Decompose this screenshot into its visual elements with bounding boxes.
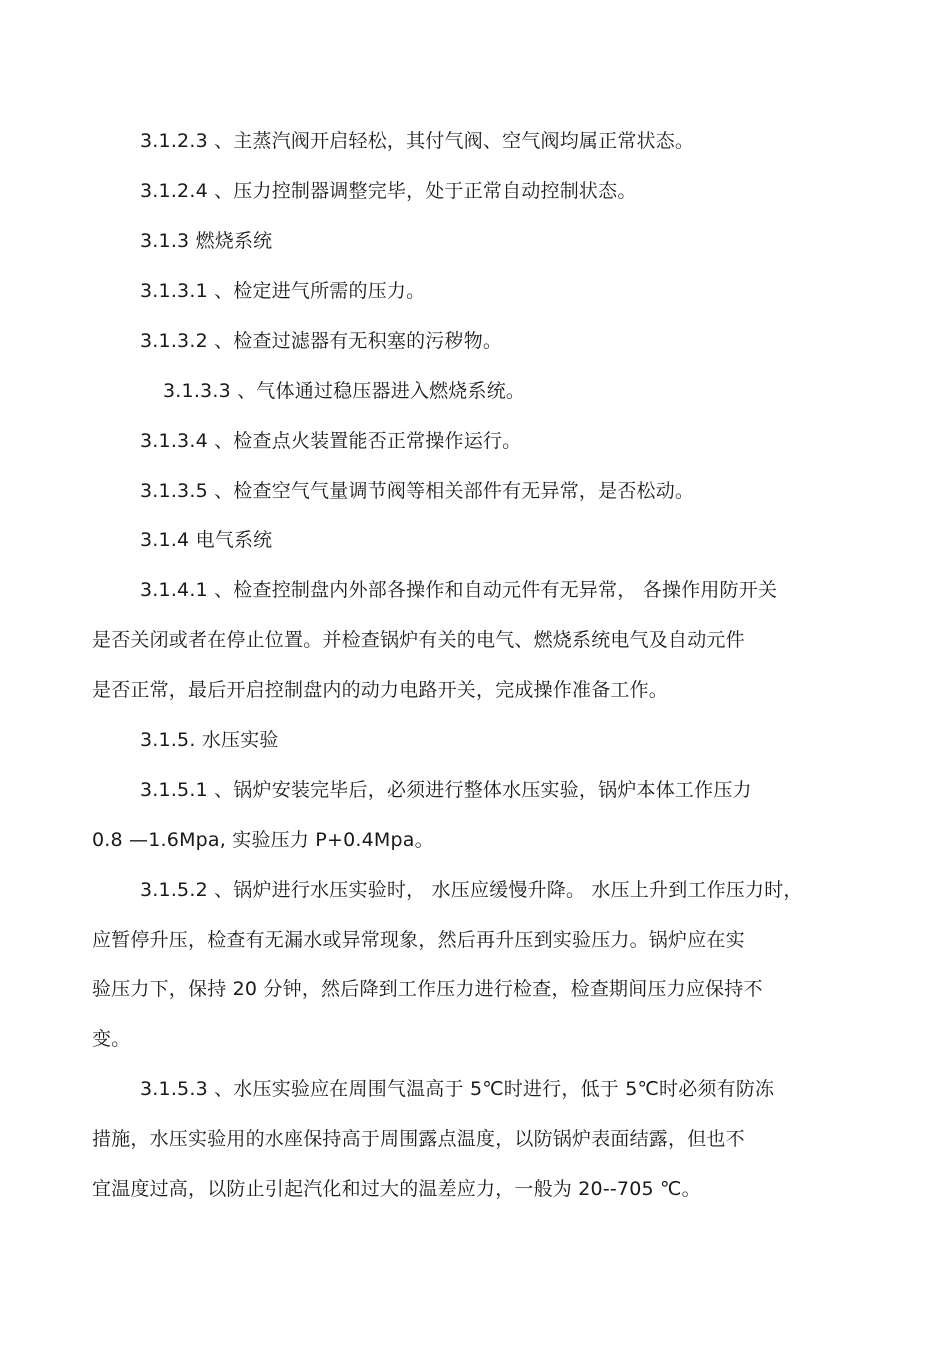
- text-line-3-1-4-1-cont-1: 是否关闭或者在停止位置。并检查锅炉有关的电气、燃烧系统电气及自动元件: [92, 629, 745, 651]
- text-line-3-1-2-4: 3.1.2.4 、压力控制器调整完毕，处于正常自动控制状态。: [140, 180, 637, 202]
- text-line-3-1-5-2-cont-1: 应暂停升压，检查有无漏水或异常现象，然后再升压到实验压力。锅炉应在实: [92, 929, 745, 951]
- text-line-3-1-5-2-cont-2: 验压力下，保持 20 分钟，然后降到工作压力进行检查，检查期间压力应保持不: [92, 978, 763, 1000]
- section-heading-3-1-5: 3.1.5. 水压实验: [140, 729, 279, 751]
- text-line-3-1-3-5: 3.1.3.5 、检查空气气量调节阀等相关部件有无异常，是否松动。: [140, 480, 695, 502]
- text-line-3-1-3-2: 3.1.3.2 、检查过滤器有无积塞的污秽物。: [140, 330, 503, 352]
- section-heading-3-1-4: 3.1.4 电气系统: [140, 529, 273, 551]
- text-line-3-1-5-1-cont: 0.8 —1.6Mpa, 实验压力 P+0.4Mpa。: [92, 829, 434, 851]
- text-line-3-1-3-4: 3.1.3.4 、检查点火装置能否正常操作运行。: [140, 430, 522, 452]
- text-line-3-1-5-2: 3.1.5.2 、锅炉进行水压实验时， 水压应缓慢升降。 水压上升到工作压力时，: [140, 879, 803, 901]
- text-line-3-1-5-3-cont-1: 措施，水压实验用的水座保持高于周围露点温度，以防锅炉表面结露，但也不: [92, 1128, 745, 1150]
- text-line-3-1-4-1-cont-2: 是否正常，最后开启控制盘内的动力电路开关，完成操作准备工作。: [92, 679, 669, 701]
- text-line-3-1-2-3: 3.1.2.3 、主蒸汽阀开启轻松，其付气阀、空气阀均属正常状态。: [140, 130, 695, 152]
- text-line-3-1-4-1: 3.1.4.1 、检查控制盘内外部各操作和自动元件有无异常， 各操作用防开关: [140, 579, 778, 601]
- text-line-3-1-5-3-cont-2: 宜温度过高，以防止引起汽化和过大的温差应力，一般为 20--705 ℃。: [92, 1178, 701, 1200]
- text-line-3-1-5-2-cont-3: 变。: [92, 1028, 131, 1050]
- section-heading-3-1-3: 3.1.3 燃烧系统: [140, 230, 273, 252]
- text-line-3-1-3-3: 3.1.3.3 、气体通过稳压器进入燃烧系统。: [163, 380, 526, 402]
- text-line-3-1-3-1: 3.1.3.1 、检定进气所需的压力。: [140, 280, 426, 302]
- text-line-3-1-5-1: 3.1.5.1 、锅炉安装完毕后，必须进行整体水压实验，锅炉本体工作压力: [140, 779, 752, 801]
- text-line-3-1-5-3: 3.1.5.3 、水压实验应在周围气温高于 5℃时进行，低于 5℃时必须有防冻: [140, 1078, 775, 1100]
